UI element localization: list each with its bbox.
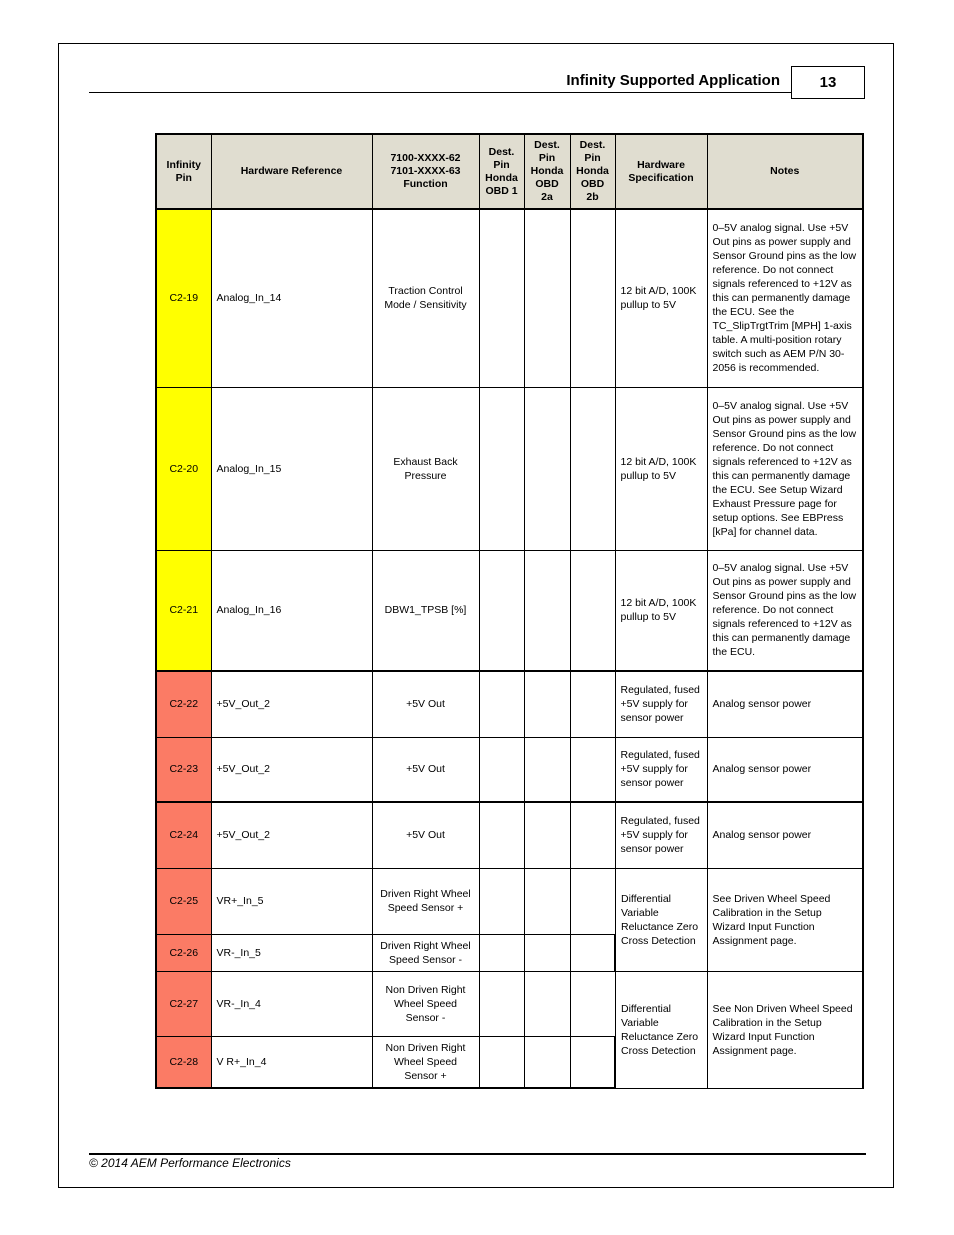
obd2a-cell <box>524 550 570 671</box>
obd1-cell <box>479 209 524 387</box>
obd1-cell <box>479 550 524 671</box>
obd2a-cell <box>524 868 570 934</box>
col-obd2b: Dest. Pin Honda OBD 2b <box>570 134 615 209</box>
hardware-ref-cell: +5V_Out_2 <box>211 737 372 802</box>
obd2b-cell <box>570 802 615 868</box>
header-divider <box>89 92 791 93</box>
spec-cell: Regulated, fused +5V supply for sensor power <box>615 802 707 868</box>
col-infinity-pin: Infinity Pin <box>156 134 211 209</box>
notes-cell: Analog sensor power <box>707 737 863 802</box>
function-cell: Driven Right Wheel Speed Sensor - <box>372 934 479 971</box>
pin-cell: C2-28 <box>156 1036 211 1088</box>
hardware-ref-cell: Analog_In_15 <box>211 387 372 550</box>
obd2a-cell <box>524 387 570 550</box>
obd2b-cell <box>570 971 615 1036</box>
table-row <box>156 802 863 868</box>
obd2a-cell <box>524 737 570 802</box>
notes-cell: 0–5V analog signal. Use +5V Out pins as power supply and Sensor Ground pins as the low reference. Do not connect signals referenced to +12V as this can permanently damage the ECU. See Setup Wizard Exhaust Pressure page for setup options. See EBPress [kPa] for channel data. <box>707 387 863 550</box>
table-row <box>156 671 863 737</box>
obd1-cell <box>479 868 524 934</box>
notes-cell: 0–5V analog signal. Use +5V Out pins as power supply and Sensor Ground pins as the low reference. Do not connect signals referenced to +12V as this can permanently damage the ECU. <box>707 550 863 671</box>
obd2b-cell <box>570 737 615 802</box>
obd1-cell <box>479 387 524 550</box>
notes-cell: Analog sensor power <box>707 671 863 737</box>
table-row <box>156 209 863 387</box>
function-cell: Driven Right Wheel Speed Sensor + <box>372 868 479 934</box>
obd2b-cell <box>570 387 615 550</box>
col-obd2a: Dest. Pin Honda OBD 2a <box>524 134 570 209</box>
function-cell: Non Driven Right Wheel Speed Sensor + <box>372 1036 479 1088</box>
obd2a-cell <box>524 802 570 868</box>
spec-cell: 12 bit A/D, 100K pullup to 5V <box>615 387 707 550</box>
obd1-cell <box>479 671 524 737</box>
obd1-cell <box>479 971 524 1036</box>
obd2a-cell <box>524 1036 570 1088</box>
pin-cell: C2-23 <box>156 737 211 802</box>
obd2a-cell <box>524 971 570 1036</box>
notes-cell: Analog sensor power <box>707 802 863 868</box>
hardware-ref-cell: Analog_In_14 <box>211 209 372 387</box>
obd2b-cell <box>570 209 615 387</box>
notes-cell: See Driven Wheel Speed Calibration in the Setup Wizard Input Function Assignment page. <box>707 868 863 971</box>
function-cell: +5V Out <box>372 671 479 737</box>
function-cell: DBW1_TPSB [%] <box>372 550 479 671</box>
hardware-ref-cell: Analog_In_16 <box>211 550 372 671</box>
obd2b-cell <box>570 934 615 971</box>
pin-cell: C2-27 <box>156 971 211 1036</box>
spec-cell: 12 bit A/D, 100K pullup to 5V <box>615 550 707 671</box>
table-row <box>156 737 863 802</box>
col-hardware-reference: Hardware Reference <box>211 134 372 209</box>
page-header-title: Infinity Supported Application <box>566 72 780 89</box>
table-row <box>156 387 863 550</box>
obd2b-cell <box>570 671 615 737</box>
pin-cell: C2-24 <box>156 802 211 868</box>
spec-cell: Differential Variable Reluctance Zero Cross Detection <box>615 971 707 1088</box>
col-obd1: Dest. Pin Honda OBD 1 <box>479 134 524 209</box>
notes-cell: See Non Driven Wheel Speed Calibration in the Setup Wizard Input Function Assignment page. <box>707 971 863 1088</box>
footer-divider <box>89 1153 866 1155</box>
function-cell: +5V Out <box>372 737 479 802</box>
col-function: 7100-XXXX-62 7101-XXXX-63 Function <box>372 134 479 209</box>
table-row <box>156 550 863 671</box>
obd2b-cell <box>570 550 615 671</box>
spec-cell: Differential Variable Reluctance Zero Cross Detection <box>615 868 707 971</box>
pin-cell: C2-21 <box>156 550 211 671</box>
hardware-ref-cell: +5V_Out_2 <box>211 671 372 737</box>
function-cell: +5V Out <box>372 802 479 868</box>
col-notes: Notes <box>707 134 863 209</box>
obd2b-cell <box>570 868 615 934</box>
pin-cell: C2-19 <box>156 209 211 387</box>
table-row <box>156 868 863 934</box>
spec-cell: Regulated, fused +5V supply for sensor power <box>615 737 707 802</box>
hardware-ref-cell: +5V_Out_2 <box>211 802 372 868</box>
pin-cell: C2-20 <box>156 387 211 550</box>
pin-table <box>155 133 864 1089</box>
hardware-ref-cell: VR-_In_5 <box>211 934 372 971</box>
function-cell: Exhaust Back Pressure <box>372 387 479 550</box>
col-hardware-spec: Hardware Specification <box>615 134 707 209</box>
obd2a-cell <box>524 934 570 971</box>
page-number: 13 <box>791 66 865 99</box>
obd1-cell <box>479 802 524 868</box>
obd1-cell <box>479 1036 524 1088</box>
hardware-ref-cell: VR+_In_5 <box>211 868 372 934</box>
spec-cell: 12 bit A/D, 100K pullup to 5V <box>615 209 707 387</box>
pin-cell: C2-22 <box>156 671 211 737</box>
hardware-ref-cell: VR-_In_4 <box>211 971 372 1036</box>
obd1-cell <box>479 737 524 802</box>
hardware-ref-cell: V R+_In_4 <box>211 1036 372 1088</box>
table-row <box>156 971 863 1036</box>
obd2a-cell <box>524 209 570 387</box>
function-cell: Traction Control Mode / Sensitivity <box>372 209 479 387</box>
pin-cell: C2-26 <box>156 934 211 971</box>
notes-cell: 0–5V analog signal. Use +5V Out pins as power supply and Sensor Ground pins as the low reference. Do not connect signals referenced to +12V as this can permanently damage the ECU. See the TC_SlipTrgtTrim [MPH] 1-axis table. A multi-position rotary switch such as AEM P/N 30-2056 is recommended. <box>707 209 863 387</box>
obd1-cell <box>479 934 524 971</box>
function-cell: Non Driven Right Wheel Speed Sensor - <box>372 971 479 1036</box>
pin-cell: C2-25 <box>156 868 211 934</box>
obd2b-cell <box>570 1036 615 1088</box>
table-header-row <box>156 134 863 209</box>
footer-copyright: © 2014 AEM Performance Electronics <box>89 1156 291 1170</box>
obd2a-cell <box>524 671 570 737</box>
spec-cell: Regulated, fused +5V supply for sensor power <box>615 671 707 737</box>
